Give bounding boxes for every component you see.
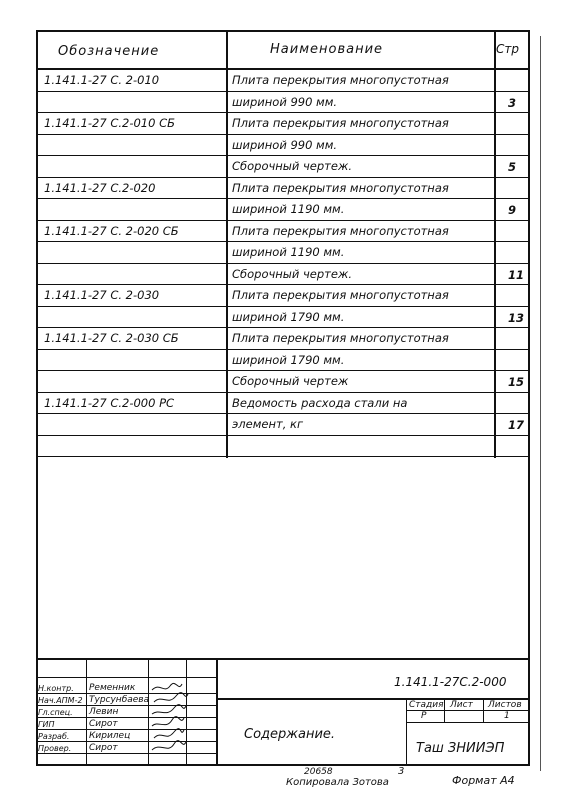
row-designation: 1.141.1-27 С. 2-030 СБ <box>44 331 179 345</box>
signer-role: Н.контр. <box>38 684 74 693</box>
table-row <box>38 70 528 92</box>
table-row <box>38 328 528 350</box>
table-row <box>38 285 528 307</box>
organization: Таш ЗНИИЭП <box>416 741 505 756</box>
row-page: 13 <box>508 310 525 325</box>
table-row <box>38 199 528 221</box>
stage-value: Р <box>421 711 427 721</box>
table-row <box>38 350 528 372</box>
table-row <box>38 113 528 135</box>
row-name: Плита перекрытия многопустотная <box>232 331 449 345</box>
signer-role: Разраб. <box>38 732 70 741</box>
row-name: Сборочный чертеж. <box>232 266 352 281</box>
signer-name: Сирот <box>89 719 118 729</box>
header-page: Стр <box>496 42 519 56</box>
sheet-number: 3 <box>398 766 405 777</box>
row-page: 3 <box>508 95 517 110</box>
table-row <box>38 178 528 200</box>
row-page: 17 <box>508 418 525 432</box>
header-name: Наименование <box>270 42 384 57</box>
row-page: 11 <box>508 267 525 282</box>
sheets-label: Листов <box>488 700 522 710</box>
row-name: Ведомость расхода стали на <box>232 395 408 410</box>
signer-name: Турсунбаева <box>89 695 150 705</box>
sheet-label: Лист <box>450 700 473 710</box>
row-name: Плита перекрытия многопустотная <box>232 288 449 302</box>
table-row <box>38 436 528 458</box>
signer-role: Нач.АПМ-2 <box>38 696 83 705</box>
row-name: Плита перекрытия многопустотная <box>232 116 449 130</box>
table-row <box>38 264 528 286</box>
table-row <box>38 242 528 264</box>
row-name: шириной 990 мм. <box>232 94 338 109</box>
signer-role: Гл.спец. <box>38 708 73 717</box>
row-designation: 1.141.1-27 С.2-000 РС <box>44 395 175 410</box>
table-row <box>38 414 528 436</box>
contents-table-header <box>38 32 528 68</box>
document-title: Содержание. <box>244 727 336 742</box>
table-row <box>38 221 528 243</box>
inventory-number: 20658 <box>304 767 333 777</box>
table-row <box>38 371 528 393</box>
row-name: Плита перекрытия многопустотная <box>232 73 449 87</box>
header-designation: Обозначение <box>58 44 160 59</box>
row-page: 15 <box>508 375 525 389</box>
stage-label: Стадия <box>409 700 444 710</box>
row-designation: 1.141.1-27 С.2-020 <box>44 180 156 195</box>
signatures <box>148 680 218 766</box>
table-row <box>38 135 528 157</box>
table-row <box>38 307 528 329</box>
table-row <box>38 156 528 178</box>
signer-role: ГИП <box>38 720 55 729</box>
row-name: шириной 1190 мм. <box>232 202 345 216</box>
document-code: 1.141.1-27С.2-000 <box>394 675 507 689</box>
signer-name: Ременник <box>89 683 136 693</box>
row-name: Сборочный чертеж <box>232 374 349 388</box>
row-name: шириной 1190 мм. <box>232 245 345 259</box>
table-row <box>38 393 528 415</box>
row-designation: 1.141.1-27 С.2-010 СБ <box>44 116 176 130</box>
row-name: шириной 1790 мм. <box>232 309 345 324</box>
row-name: шириной 990 мм. <box>232 137 338 152</box>
row-page: 5 <box>508 160 517 174</box>
signer-name: Левин <box>89 707 119 717</box>
signer-role: Провер. <box>38 744 72 753</box>
row-name: шириной 1790 мм. <box>232 352 345 367</box>
table-row <box>38 92 528 114</box>
row-name: Плита перекрытия многопустотная <box>232 223 449 238</box>
row-name: Плита перекрытия многопустотная <box>232 180 449 195</box>
row-designation: 1.141.1-27 С. 2-010 <box>44 73 160 87</box>
signer-name: Кирилец <box>89 731 131 741</box>
row-designation: 1.141.1-27 С. 2-030 <box>44 288 160 302</box>
signer-name: Сирот <box>89 743 118 753</box>
copied-by: Копировала Зотова <box>286 777 389 788</box>
row-name: элемент, кг <box>232 417 304 431</box>
row-designation: 1.141.1-27 С. 2-020 СБ <box>44 223 179 238</box>
format-label: Формат А4 <box>452 774 515 787</box>
row-name: Сборочный чертеж. <box>232 159 352 173</box>
row-page: 9 <box>508 203 517 217</box>
title-block <box>36 658 530 766</box>
sheets-value: 1 <box>504 711 510 721</box>
frame-right-outer <box>540 36 541 771</box>
frame-right <box>528 30 530 765</box>
